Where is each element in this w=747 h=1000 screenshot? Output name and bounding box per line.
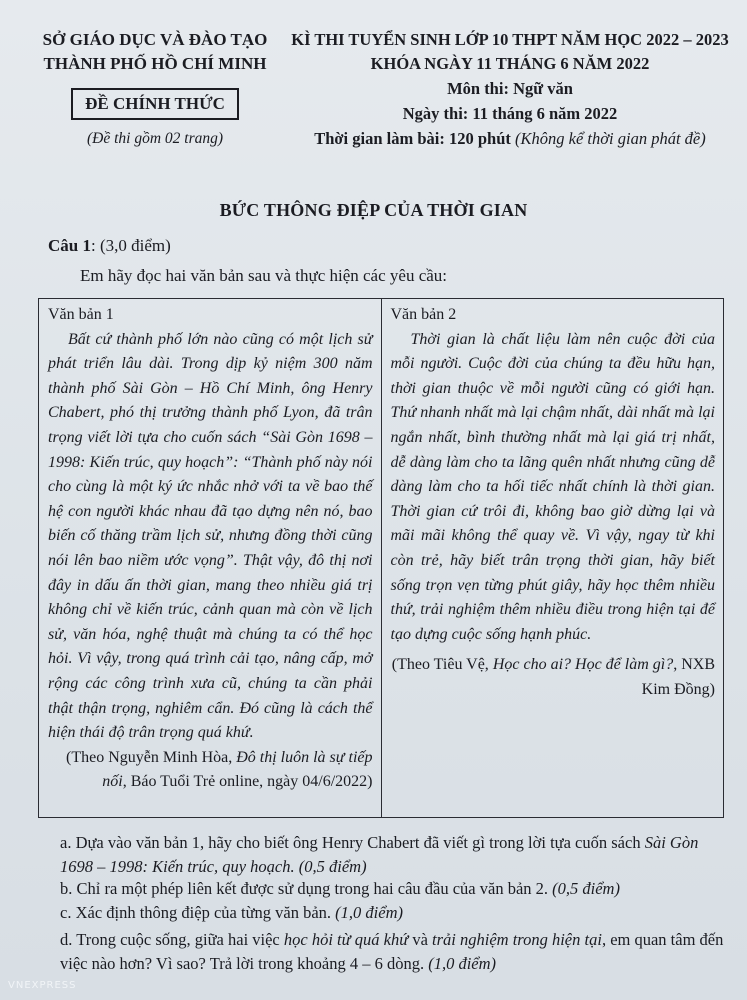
text-1-source-suffix: , Báo Tuổi Trẻ online, ngày 04/6/2022) xyxy=(122,773,373,791)
text-2-source xyxy=(391,653,716,702)
exam-title: KÌ THI TUYỂN SINH LỚP 10 THPT NĂM HỌC 2022 – 2023 xyxy=(291,30,729,49)
text-2-body: Thời gian là chất liệu làm nên cuộc đời của mỗi người. Cuộc đời của chúng ta đều hữu hạn, thời gian thuộc về mỗi người cũng có giới hạn. Thứ nhanh nhất mà lại chậm nhất, dài nhất mà lại ngắn nhất, bình thường nhất mà lại giá trị nhất, dễ dàng làm cho ta lãng quên nhất nhưng cũng dễ dàng làm cho ta hối tiếc nhất chính là thời gian. Thời gian cứ trôi đi, không bao giờ dừng lại và mãi mãi không thể quay về. Vì vậy, ngay từ khi còn trẻ, hãy biết trân trọng thời gian, hãy biết sống trọn vẹn từng phút giây, hãy học thêm nhiều thứ, trải nghiệm thêm nhiều điều trong hiện tại để tạo dựng cuộc sống hạnh phúc. xyxy=(390,330,715,643)
text-2-source-prefix: (Theo Tiêu Vệ, xyxy=(391,656,493,674)
exam-info xyxy=(290,28,730,151)
question-1-intro: Em hãy đọc hai văn bản sau và thực hiện các yêu cầu: xyxy=(80,266,448,285)
task-d-points: (1,0 điểm) xyxy=(428,954,497,973)
exam-duration xyxy=(290,126,730,151)
task-b-text: b. Chỉ ra một phép liên kết được sử dụng trong hai câu đầu của văn bản 2. xyxy=(60,879,553,898)
text-1-label: Văn bản 1 xyxy=(48,306,114,323)
exam-subject: Môn thi: Ngữ văn xyxy=(447,79,573,98)
text-2-label: Văn bản 2 xyxy=(390,306,457,323)
duration-label: Thời gian làm bài: 120 phút xyxy=(314,129,511,148)
task-d-option-present: trải nghiệm trong hiện tại xyxy=(432,930,602,949)
task-d-connector: và xyxy=(408,930,433,949)
text-1-column xyxy=(39,299,381,817)
exam-date: Ngày thi: 11 tháng 6 năm 2022 xyxy=(402,104,618,123)
text-1-source-prefix: (Theo Nguyễn Minh Hòa, xyxy=(66,748,237,766)
task-c xyxy=(60,903,403,923)
task-b xyxy=(60,879,620,899)
task-c-text: c. Xác định thông điệp của từng văn bản. xyxy=(60,903,336,922)
task-c-points: (1,0 điểm) xyxy=(335,903,403,922)
duration-note: (Không kể thời gian phát đề) xyxy=(515,129,706,148)
task-b-points: (0,5 điểm) xyxy=(552,879,620,898)
task-d-intro: d. Trong cuộc sống, giữa hai việc xyxy=(60,930,284,949)
question-1-heading xyxy=(48,236,171,256)
org-line-1: SỞ GIÁO DỤC VÀ ĐÀO TẠO xyxy=(42,30,268,49)
text-2-source-suffix: , NXB Kim Đồng) xyxy=(641,656,715,698)
task-d xyxy=(60,928,730,976)
exam-session: KHÓA NGÀY 11 THÁNG 6 NĂM 2022 xyxy=(370,54,650,73)
task-d-text: , em quan tâm đến việc nào hơn? Vì sao? Trả lời trong khoảng 4 – 6 dòng. xyxy=(60,930,724,973)
text-1-source xyxy=(48,746,373,795)
text-2-source-title: Học cho ai? Học để làm gì? xyxy=(492,656,674,674)
watermark-logo: VNEXPRESS xyxy=(8,980,77,991)
text-1-source-title: Đô thị luôn là sự tiếp nối xyxy=(102,748,373,791)
page-title: BỨC THÔNG ĐIỆP CỦA THỜI GIAN xyxy=(219,200,528,220)
org-line-2: THÀNH PHỐ HỒ CHÍ MINH xyxy=(43,54,267,73)
task-a-text: a. Dựa vào văn bản 1, hãy cho biết ông Henry Chabert đã viết gì trong lời tựa cuốn sách xyxy=(60,833,645,852)
question-1-points: : (3,0 điểm) xyxy=(90,236,171,255)
pages-note: (Đề thi gồm 02 trang) xyxy=(86,130,224,147)
reading-texts-table xyxy=(38,298,724,818)
official-exam-label: ĐỀ CHÍNH THỨC xyxy=(71,88,239,120)
task-d-option-past: học hỏi từ quá khứ xyxy=(283,930,409,949)
text-2-column xyxy=(381,299,724,817)
question-1-label: Câu 1 xyxy=(48,236,91,255)
task-a xyxy=(60,831,730,879)
text-1-body: Bất cứ thành phố lớn nào cũng có một lịch sử phát triển lâu dài. Trong dịp kỷ niệm 300 năm thành phố Sài Gòn – Hồ Chí Minh, ông Henry Chabert, phó thị trưởng thành phố Lyon, đã trân trọng viết lời tựa cho cuốn sách “Sài Gòn 1698 – 1998: Kiến trúc, quy hoạch”: “Thành phố này nói cho cùng là một ký ức nhắc nhở với ta về bao thế hệ con người khác nhau đã tạo dựng nên nó, bao biến cố thăng trầm lịch sử, nhưng đồng thời cũng nói lên bao niềm ước vọng”. Thật vậy, đô thị nơi đây in dấu ấn thời gian, mang theo nhiều giá trị không chỉ về kiến trúc, cảnh quan mà còn về lịch sử, văn hóa, nghệ thuật mà chúng ta có thể học hỏi. Vì vậy, trong quá trình cải tạo, nâng cấp, mở rộng các công trình xưa cũ, chúng ta cần phải thật thận trọng, nghiêm cẩn. Đó cũng là cách thể hiện thái độ trân trọng quá khứ. xyxy=(48,330,373,742)
task-a-points: (0,5 điểm) xyxy=(294,857,367,876)
task-a-book-title: Sài Gòn 1698 – 1998: Kiến trúc, quy hoạch. xyxy=(60,833,699,876)
issuing-office xyxy=(30,28,280,148)
